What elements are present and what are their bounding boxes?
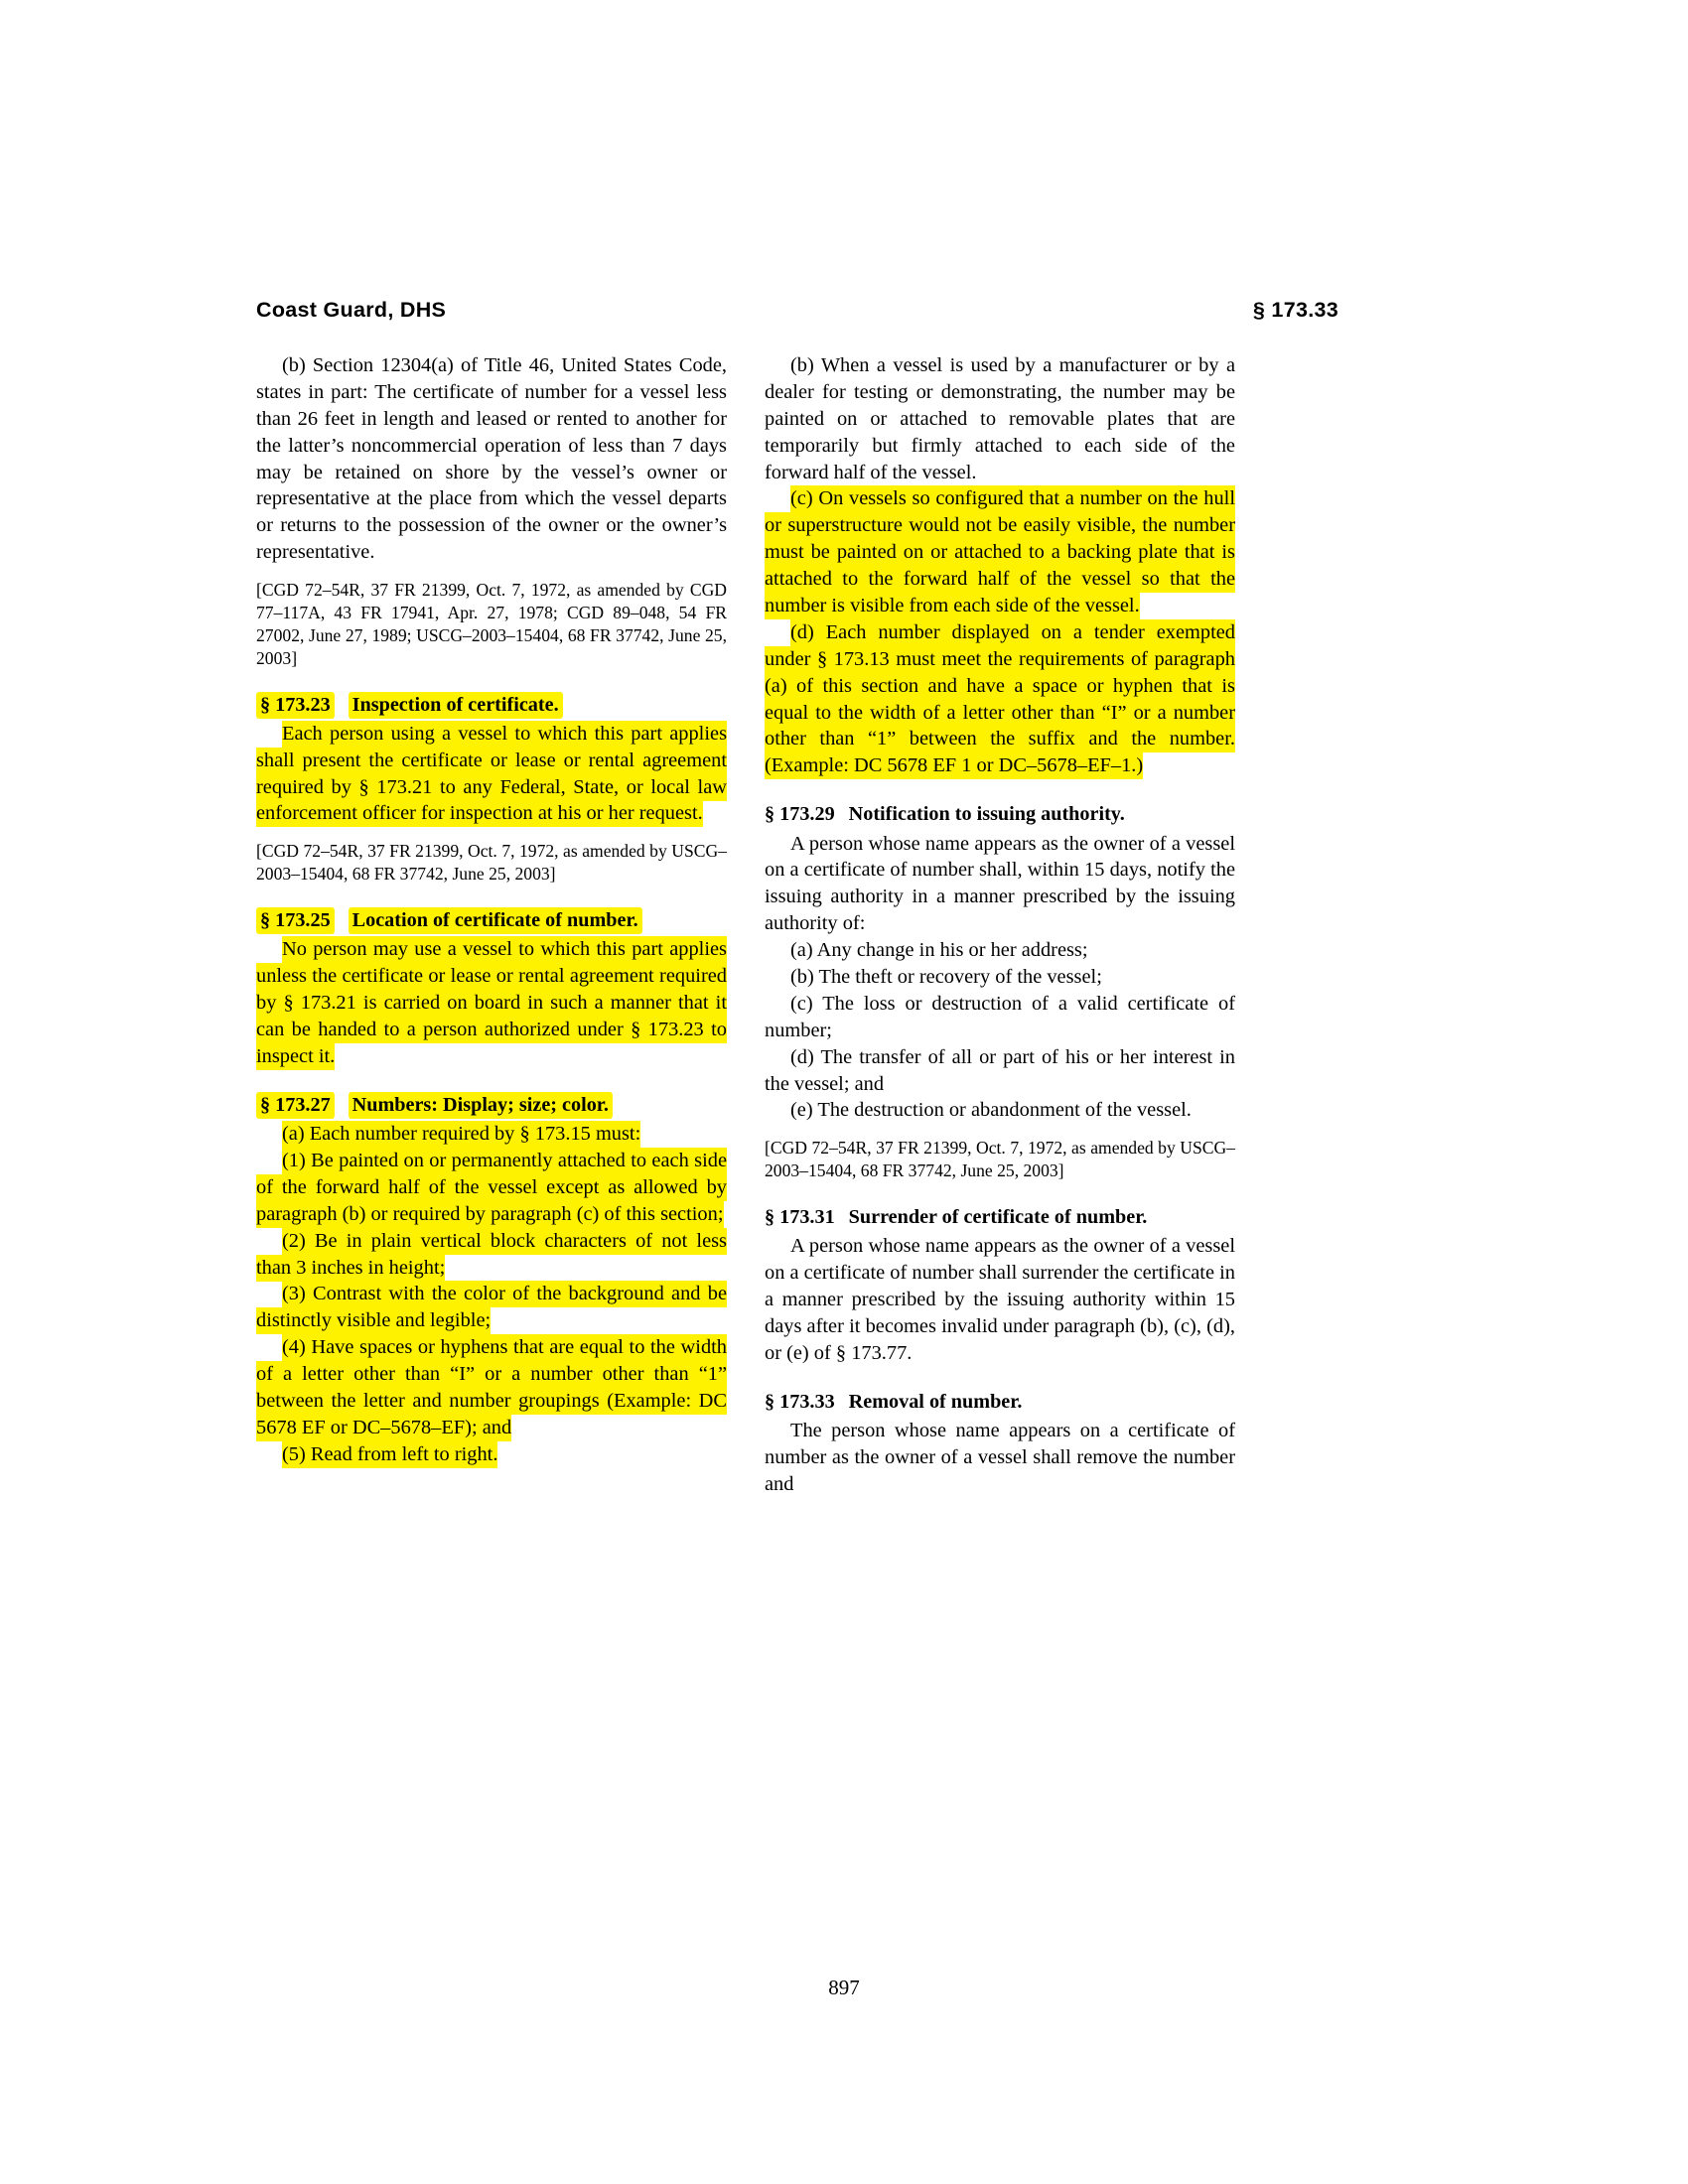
section-head-173-25 (256, 907, 727, 933)
section-head-173-33-title: Removal of number. (848, 1390, 1023, 1413)
para-173-27-a-3 (256, 1281, 727, 1334)
column-left (256, 352, 727, 1468)
citation-173-23: [CGD 72–54R, 37 FR 21399, Oct. 7, 1972, as amended by USCG–2003–15404, 68 FR 37742, June 25, 2003] (256, 841, 727, 885)
section-head-173-25-title: Location of certificate of number. (349, 907, 642, 934)
para-173-29-a: (a) Any change in his or her address; (790, 939, 1088, 962)
section-head-173-27 (256, 1092, 727, 1118)
running-head-right: § 173.33 (1252, 298, 1338, 322)
para-173-27-a-1 (256, 1148, 727, 1228)
para-173-27-d (765, 619, 1235, 779)
para-173-29-e: (e) The destruction or abandonment of the vessel. (790, 1099, 1192, 1122)
section-head-173-27-title: Numbers: Display; size; color. (349, 1092, 613, 1119)
para-173-27-a-5 (256, 1441, 727, 1468)
section-head-173-29-number: § 173.29 (765, 803, 835, 826)
column-right (765, 352, 1235, 1498)
para-173-27-a-2 (256, 1228, 727, 1282)
section-head-173-23-title: Inspection of certificate. (349, 692, 563, 719)
section-head-173-23 (256, 692, 727, 718)
citation-173-29: [CGD 72–54R, 37 FR 21399, Oct. 7, 1972, as amended by USCG–2003–15404, 68 FR 37742, June 25, 2003] (765, 1138, 1235, 1181)
para-173-29-d: (d) The transfer of all or part of his or her interest in the vessel; and (765, 1045, 1235, 1095)
para-173-29-body: A person whose name appears as the owner of a vessel on a certificate of number shall, within 15 days, notify the issuing authority in a manner prescribed by the issuing authority of: (765, 832, 1235, 935)
para-173-27-d-text: (d) Each number displayed on a tender exempted under § 173.13 must meet the requirements of paragraph (a) of this section and have a space or hyphen that is equal to the width of a letter other than “I” or a number other than “1” between the suffix and the number. (Example: DC 5678 EF 1 or DC–5678–EF–1.) (765, 619, 1235, 779)
para-173-27-c (765, 485, 1235, 618)
two-column-layout (256, 352, 1338, 1498)
para-173-31-body: A person whose name appears as the owner of a vessel on a certificate of number shall surrender the certificate in a manner prescribed by the issuing authority within 15 days after it becomes invalid under paragraph (b), (c), (d), or (e) of § 173.77. (765, 1235, 1235, 1364)
para-173-25-body (256, 936, 727, 1069)
running-head (256, 298, 1338, 323)
section-head-173-23-number: § 173.23 (256, 692, 335, 719)
para-173-25-body-text: No person may use a vessel to which this part applies unless the certificate or lease or rental agreement required by § 173.21 is carried on board in such a manner that it can be handed to a person authorized under § 173.23 to inspect it. (256, 936, 727, 1070)
section-head-173-31-number: § 173.31 (765, 1206, 835, 1229)
para-173-23-body (256, 721, 727, 828)
para-173-27-a-5-text: (5) Read from left to right. (282, 1441, 497, 1468)
page-number: 897 (828, 1976, 860, 1999)
para-173-27-a-text: (a) Each number required by § 173.15 must: (282, 1121, 640, 1148)
para-173-27-c-text: (c) On vessels so configured that a number on the hull or superstructure would not be easily visible, the number must be painted on or attached to a backing plate that is attached to the forward half of the vessel so that the number is visible from each side of the vessel. (765, 485, 1235, 619)
para-173-27-a (256, 1121, 727, 1148)
page-body (256, 298, 1338, 1498)
para-173-29-b: (b) The theft or recovery of the vessel; (790, 965, 1102, 988)
para-173-27-b: (b) When a vessel is used by a manufacturer or by a dealer for testing or demonstrating, the number may be painted on or attached to removable plates that are temporarily but firmly attached to each side of the forward half of the vessel. (765, 354, 1235, 483)
para-173-27-a-4-text: (4) Have spaces or hyphens that are equal to the width of a letter other than “I” or a number other than “1” between the letter and number groupings (Example: DC 5678 EF or DC–5678–EF); and (256, 1334, 727, 1441)
section-head-173-29-title: Notification to issuing authority. (848, 803, 1125, 826)
section-head-173-33 (765, 1389, 1235, 1415)
section-head-173-27-number: § 173.27 (256, 1092, 335, 1119)
para-173-33-body: The person whose name appears on a certificate of number as the owner of a vessel shall remove the number and (765, 1419, 1235, 1495)
para-173-23-body-text: Each person using a vessel to which this part applies shall present the certificate or lease or rental agreement required by § 173.21 to any Federal, State, or local law enforcement officer for inspection at his or her request. (256, 721, 727, 828)
section-head-173-31 (765, 1204, 1235, 1230)
para-173-27-a-1-text: (1) Be painted on or permanently attached to each side of the forward half of the vessel except as allowed by paragraph (b) or required by paragraph (c) of this section; (256, 1148, 727, 1228)
para-173-27-a-2-text: (2) Be in plain vertical block characters of not less than 3 inches in height; (256, 1228, 727, 1282)
section-head-173-25-number: § 173.25 (256, 907, 335, 934)
citation-173-21: [CGD 72–54R, 37 FR 21399, Oct. 7, 1972, as amended by CGD 77–117A, 43 FR 17941, Apr. 27, 1978; CGD 89–048, 54 FR 27002, June 27, 1989; USCG–2003–15404, 68 FR 37742, June 25, 2003] (256, 580, 727, 668)
section-head-173-29 (765, 801, 1235, 827)
para-173-27-a-3-text: (3) Contrast with the color of the background and be distinctly visible and legible; (256, 1281, 727, 1334)
para-173-27-a-4 (256, 1334, 727, 1441)
para-173-29-c: (c) The loss or destruction of a valid certificate of number; (765, 992, 1235, 1041)
running-head-left: Coast Guard, DHS (256, 298, 447, 322)
para-12304b: (b) Section 12304(a) of Title 46, United States Code, states in part: The certificate of number for a vessel less than 26 feet in length and leased or rented to another for the latter’s noncommercial operation of less than 7 days may be retained on shore by the vessel’s owner or representative at the place from which the vessel departs or returns to the possession of the owner or the owner’s representative. (256, 354, 727, 564)
section-head-173-31-title: Surrender of certificate of number. (848, 1206, 1148, 1229)
section-head-173-33-number: § 173.33 (765, 1390, 835, 1413)
